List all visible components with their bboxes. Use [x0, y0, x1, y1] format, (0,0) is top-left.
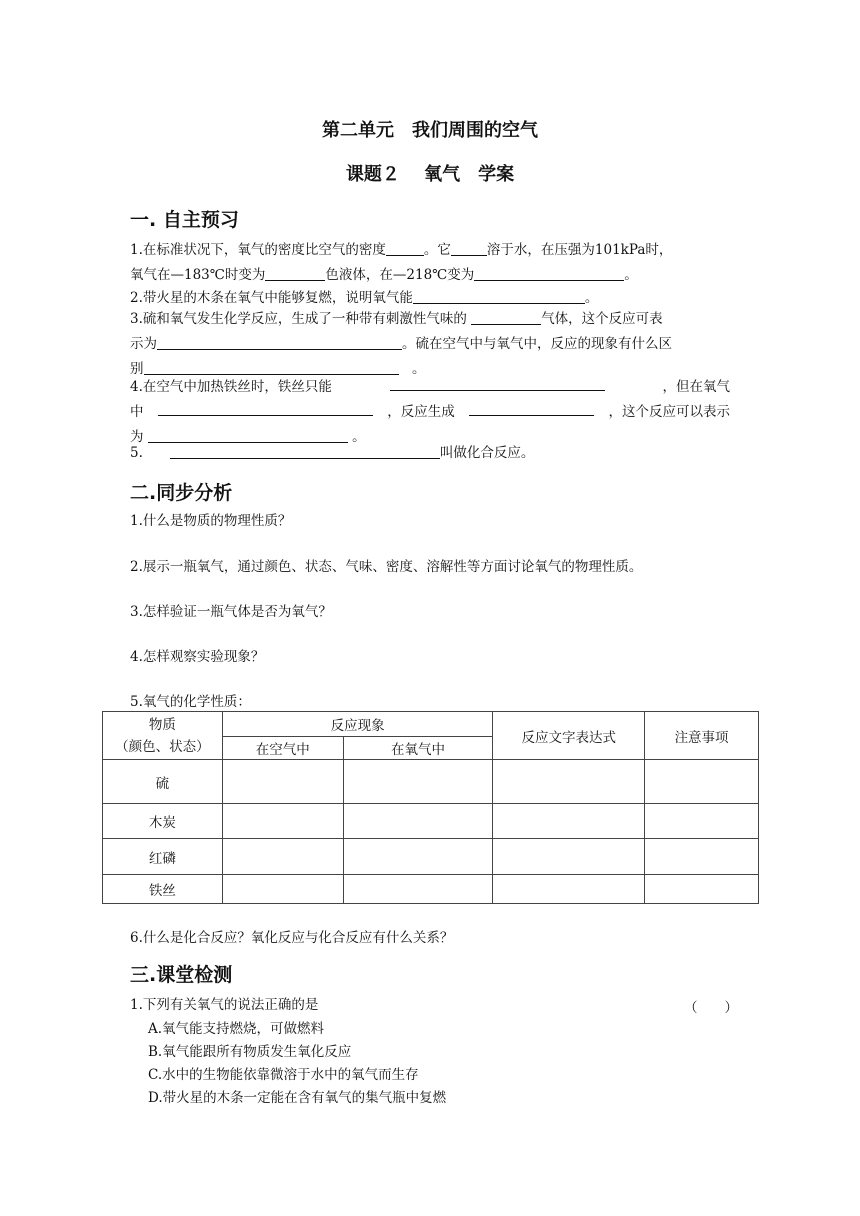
answer-blank[interactable]: [386, 240, 424, 256]
answer-cell[interactable]: [343, 804, 493, 839]
section-heading-analysis: 二.同步分析: [130, 482, 233, 504]
table-row: [103, 839, 759, 875]
preview-question-1: 1.在标准状况下，氧气的密度比空气的密度 。它 溶于水，在压强为101kPa时， 氧气在—183℃时变为 色液体，在—218℃变为 。: [130, 242, 673, 283]
answer-blank[interactable]: [157, 334, 402, 350]
section-heading-check: 三.课堂检测: [130, 964, 233, 986]
answer-blank[interactable]: [170, 443, 440, 459]
table-row: [103, 804, 759, 839]
answer-cell[interactable]: [222, 875, 343, 904]
option-b[interactable]: B.氧气能跟所有物质发生氧化反应: [148, 1044, 352, 1060]
analysis-question-4: 4.怎样观察实验现象？: [130, 649, 265, 665]
oxygen-properties-table: [102, 711, 759, 904]
answer-blank[interactable]: [474, 265, 624, 281]
answer-cell[interactable]: [645, 839, 759, 875]
answer-cell[interactable]: [493, 804, 645, 839]
answer-cell[interactable]: [222, 804, 343, 839]
header-expression: 反应文字表达式: [493, 712, 645, 760]
answer-paren[interactable]: （ ）: [684, 1000, 738, 1016]
header-substance: 物质 （颜色、状态）: [103, 712, 223, 760]
answer-blank[interactable]: [469, 400, 594, 416]
option-a[interactable]: A.氧气能支持燃烧，可做燃料: [148, 1021, 325, 1037]
answer-cell[interactable]: [343, 839, 493, 875]
table-row: [103, 875, 759, 904]
answer-cell[interactable]: [493, 760, 645, 804]
answer-cell[interactable]: [343, 875, 493, 904]
answer-cell[interactable]: [645, 760, 759, 804]
answer-blank[interactable]: [265, 265, 325, 281]
substance-cell: 红磷: [103, 839, 223, 875]
analysis-question-2: 2.展示一瓶氧气，通过颜色、状态、气味、密度、溶解性等方面讨论氧气的物理性质。: [130, 559, 643, 575]
preview-question-3: 3.硫和氧气发生化学反应，生成了一种带有刺激性气味的 气体，这个反应可表 示为 。硫在空气中与氧气中，反应的现象有什么区 别 。: [130, 311, 672, 377]
analysis-question-6: 6.什么是化合反应？氧化反应与化合反应有什么关系？: [130, 930, 454, 946]
header-in-oxygen: 在氧气中: [343, 737, 493, 760]
answer-blank[interactable]: [144, 359, 399, 375]
unit-title: 第二单元 我们周围的空气: [322, 120, 538, 141]
preview-question-2: 2.带火星的木条在氧气中能够复燃，说明氧气能 。: [130, 290, 599, 306]
analysis-question-5: 5.氧气的化学性质：: [130, 694, 251, 710]
answer-cell[interactable]: [343, 760, 493, 804]
check-question-1: 1.下列有关氧气的说法正确的是: [130, 997, 319, 1013]
substance-cell: 硫: [103, 760, 223, 804]
substance-cell: 铁丝: [103, 875, 223, 904]
option-c[interactable]: C.水中的生物能依靠微溶于水中的氧气而生存: [148, 1067, 419, 1083]
option-d[interactable]: D.带火星的木条一定能在含有氧气的集气瓶中复燃: [148, 1090, 447, 1106]
answer-cell[interactable]: [493, 839, 645, 875]
section-heading-preview: 一. 自主预习: [130, 209, 239, 231]
preview-question-4: 4.在空气中加热铁丝时，铁丝只能 ，但在氧气 中 ，反应生成 ，这个反应可以表示 为 。: [130, 375, 730, 450]
answer-cell[interactable]: [645, 875, 759, 904]
header-phenomenon: 反应现象: [222, 712, 493, 737]
answer-cell[interactable]: [493, 875, 645, 904]
substance-cell: 木炭: [103, 804, 223, 839]
answer-blank[interactable]: [471, 309, 541, 325]
table-row: [103, 760, 759, 804]
answer-blank[interactable]: [390, 375, 605, 391]
topic-title: 课题２ 氧气 学案: [345, 164, 515, 185]
analysis-question-3: 3.怎样验证一瓶气体是否为氧气？: [130, 604, 332, 620]
preview-question-5: 5. 叫做化合反应。: [130, 445, 535, 461]
header-notes: 注意事项: [645, 712, 759, 760]
answer-blank[interactable]: [451, 240, 487, 256]
analysis-question-1: 1.什么是物质的物理性质？: [130, 513, 292, 529]
answer-blank[interactable]: [413, 288, 585, 304]
answer-blank[interactable]: [158, 400, 373, 416]
answer-cell[interactable]: [222, 760, 343, 804]
answer-cell[interactable]: [222, 839, 343, 875]
answer-cell[interactable]: [645, 804, 759, 839]
header-in-air: 在空气中: [222, 737, 343, 760]
